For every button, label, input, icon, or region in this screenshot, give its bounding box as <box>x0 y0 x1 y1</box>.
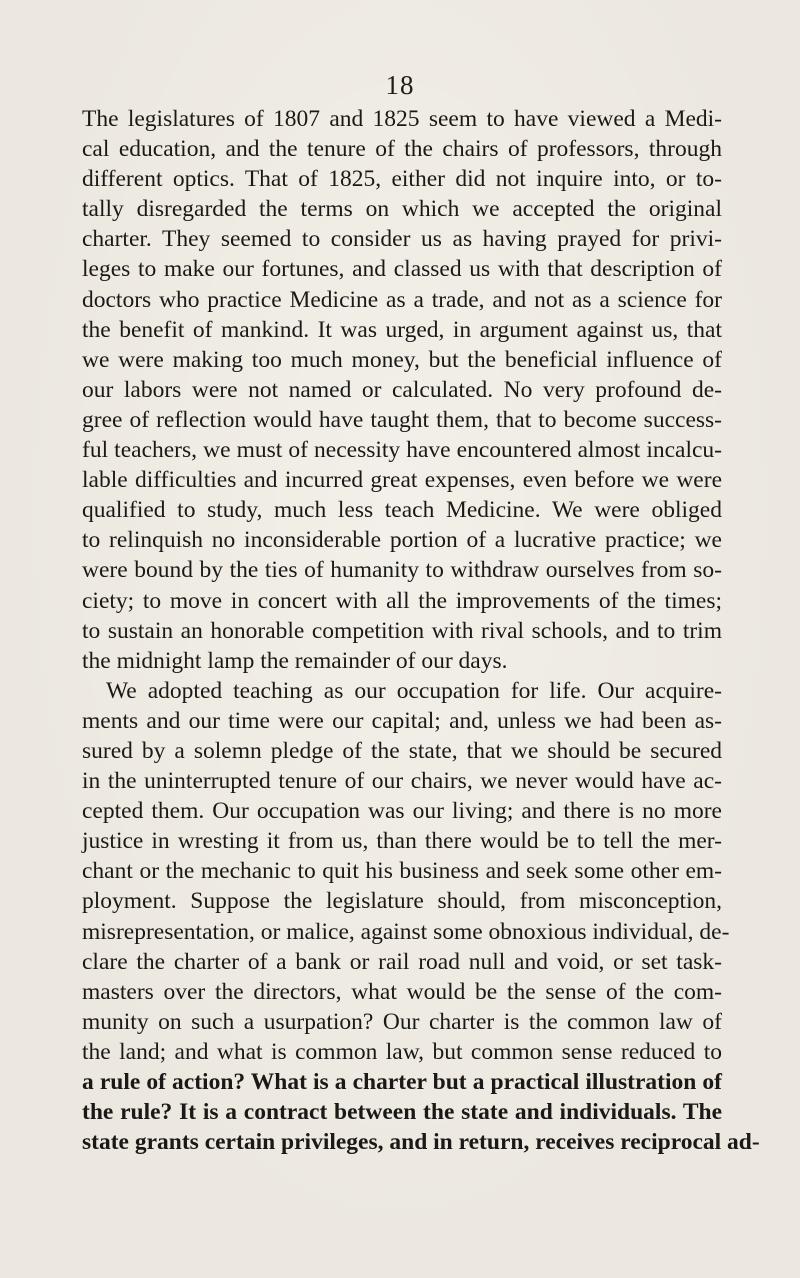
text-line: the rule? It is a contract between the state and individuals. The <box>82 1099 722 1126</box>
text-line: sured by a solemn pledge of the state, that we should be secured <box>82 737 722 764</box>
text-line: The legislatures of 1807 and 1825 seem to have viewed a Medi- <box>82 106 722 132</box>
text-line: to sustain an honorable competition with rival schools, and to trim <box>82 617 722 644</box>
text-line: to relinquish no inconsiderable portion of a lucrative practice; we <box>82 527 722 554</box>
text-line: lable difficulties and incurred great expenses, even before we were <box>82 467 722 494</box>
text-line: masters over the directors, what would be the sense of the com- <box>82 978 722 1005</box>
text-line: cepted them. Our occupation was our living; and there is no more <box>82 798 722 825</box>
text-line: tally disregarded the terms on which we accepted the original <box>82 196 722 223</box>
text-line: in the uninterrupted tenure of our chairs, we never would have ac- <box>82 768 722 795</box>
text-line: ployment. Suppose the legislature should, from misconception, <box>82 888 722 915</box>
text-line: clare the charter of a bank or rail road null and void, or set task- <box>82 948 722 975</box>
text-line: a rule of action? What is a charter but a practical illustration of <box>82 1069 722 1095</box>
text-line: chant or the mechanic to quit his business and seek some other em- <box>82 858 722 885</box>
text-line: the land; and what is common law, but common sense reduced to <box>82 1038 722 1065</box>
text-line: doctors who practice Medicine as a trade, and not as a science for <box>82 286 722 313</box>
text-line: misrepresentation, or malice, against some obnoxious individual, de- <box>82 918 730 945</box>
text-line: state grants certain privileges, and in return, receives reciprocal ad- <box>82 1129 760 1156</box>
text-line: gree of reflection would have taught them, that to become success- <box>82 406 722 433</box>
text-line: the midnight lamp the remainder of our days. <box>82 647 508 674</box>
text-line: munity on such a usurpation? Our charter is the common law of <box>82 1008 722 1035</box>
text-line: ful teachers, we must of necessity have encountered almost incalcu- <box>82 437 722 464</box>
text-line: leges to make our fortunes, and classed us with that description of <box>82 256 722 283</box>
page-number: 18 <box>385 70 415 100</box>
text-line: the benefit of mankind. It was urged, in argument against us, that <box>82 316 722 343</box>
text-line: We adopted teaching as our occupation for life. Our acquire- <box>106 677 722 704</box>
text-line: ciety; to move in concert with all the improvements of the times; <box>82 587 722 614</box>
body-text <box>82 104 760 1157</box>
text-line: different optics. That of 1825, either did not inquire into, or to- <box>82 166 722 193</box>
text-line: qualified to study, much less teach Medicine. We were obliged <box>82 497 722 524</box>
text-line: cal education, and the tenure of the chairs of professors, through <box>82 136 722 163</box>
text-line: justice in wresting it from us, than there would be to tell the mer- <box>82 828 722 855</box>
text-line: ments and our time were our capital; and, unless we had been as- <box>82 707 722 734</box>
text-line: charter. They seemed to consider us as having prayed for privi- <box>82 226 722 253</box>
text-line: we were making too much money, but the beneficial influence of <box>82 346 722 373</box>
text-line: were bound by the ties of humanity to withdraw ourselves from so- <box>82 557 722 584</box>
text-line: our labors were not named or calculated. No very profound de- <box>82 376 722 403</box>
